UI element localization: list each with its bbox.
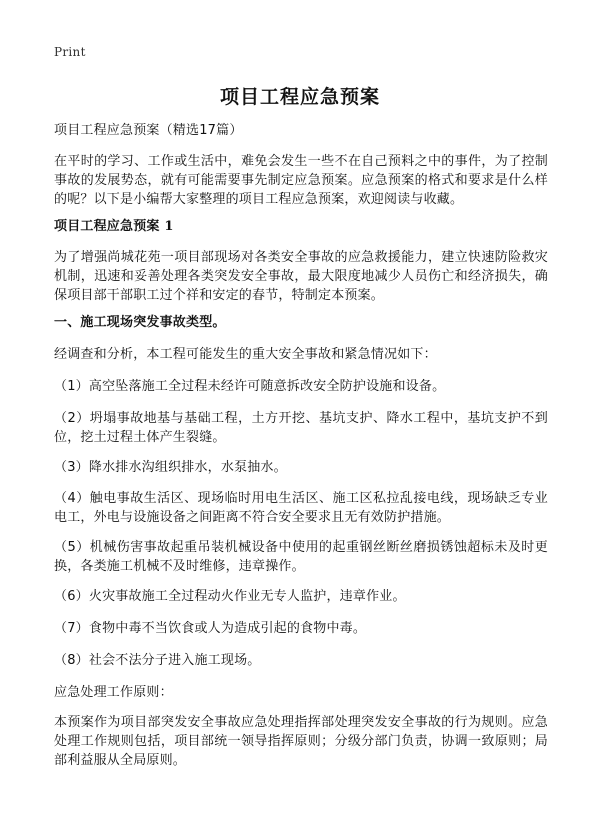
list-item: （8）社会不法分子进入施工现场。 bbox=[54, 653, 261, 668]
list-item: （5）机械伤害事故起重吊装机械设备中使用的起重钢丝断丝磨损锈蚀超标未及时更换，各类施工机械不及时维修，违章操作。 bbox=[54, 540, 548, 574]
intro-paragraph: 在平时的学习、工作或生活中，难免会发生一些不在自己预料之中的事件，为了控制事故的发展势态，就有可能需要事先制定应急预案。应急预案的格式和要求是什么样的呢？以下是小编帮大家整理的项目工程应急预案，欢迎阅读与收藏。 bbox=[54, 154, 548, 207]
list-item: （1）高空坠落施工全过程未经许可随意拆改安全防护设施和设备。 bbox=[54, 379, 446, 394]
principle-paragraph: 本预案作为项目部突发安全事故应急处理指挥部处理突发安全事故的行为规则。应急处理工作规则包括，项目部统一领导指挥原则；分级分部门负责，协调一致原则；局部利益服从全局原则。 bbox=[54, 715, 548, 768]
list-item: （7）食物中毒不当饮食或人为造成引起的食物中毒。 bbox=[54, 621, 367, 636]
section-heading: 项目工程应急预案 1 bbox=[54, 219, 174, 234]
print-link[interactable]: Print bbox=[54, 45, 86, 59]
list-item: （4）触电事故生活区、现场临时用电生活区、施工区私拉乱接电线，现场缺乏专业电工，外电与设施设备之间距离不符合安全要求且无有效防护措施。 bbox=[54, 491, 548, 525]
section-paragraph: 为了增强尚城花苑一项目部现场对各类安全事故的应急救援能力，建立快速防险救灾机制，迅速和妥善处理各类突发安全事故，最大限度地减少人员伤亡和经济损失，确保项目部干部职工过个祥和安定的春节，特制定本预案。 bbox=[54, 250, 548, 303]
page-title: 项目工程应急预案 bbox=[219, 86, 380, 108]
part-lead: 经调查和分析，本工程可能发生的重大安全事故和紧急情况如下： bbox=[54, 347, 437, 362]
document-subtitle: 项目工程应急预案（精选17篇） bbox=[54, 123, 243, 138]
list-item: （3）降水排水沟组织排水，水泵抽水。 bbox=[54, 460, 287, 475]
list-item: （6）火灾事故施工全过程动火作业无专人监护，违章作业。 bbox=[54, 589, 406, 604]
list-item: （2）坍塌事故地基与基础工程，土方开挖、基坑支护、降水工程中，基坑支护不到位，挖土过程土体产生裂缝。 bbox=[54, 411, 548, 445]
principle-heading: 应急处理工作原则： bbox=[54, 685, 173, 700]
part-heading: 一、施工现场突发事故类型。 bbox=[54, 315, 226, 330]
